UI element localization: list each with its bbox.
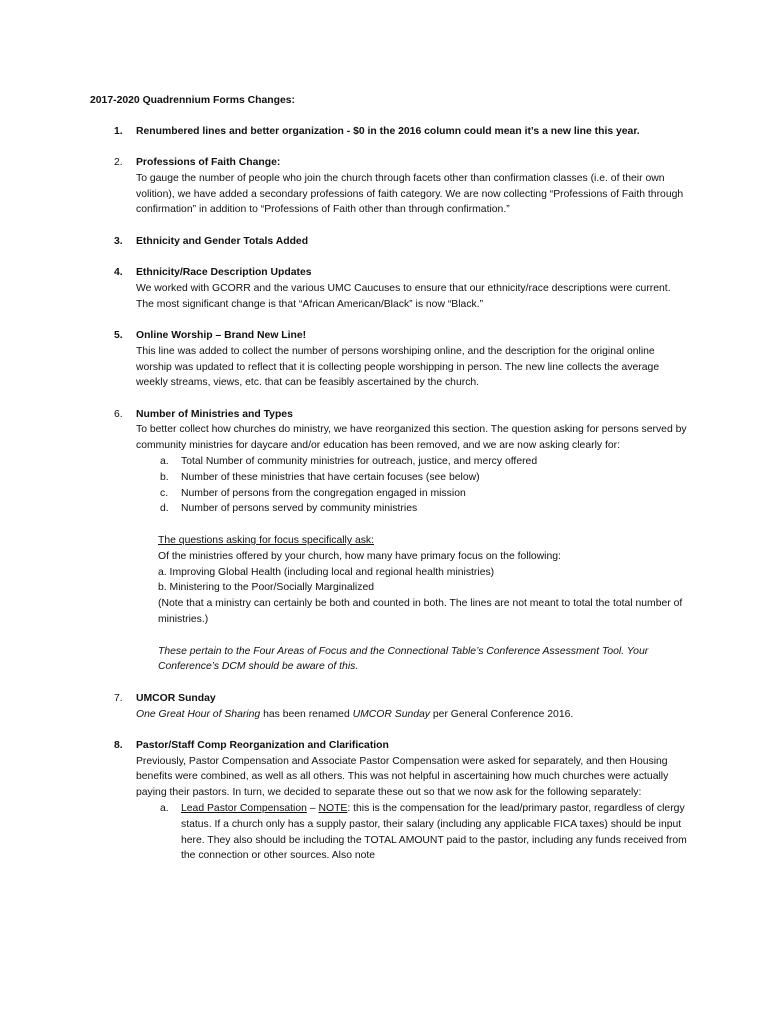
item-body: This line was added to collect the number of persons worshiping online, and the description for the original online worship was updated to reflect that it is collecting people worshipping in person. The new line collects the average weekly streams, views, etc. that can be feasibly ascertained by the church. [136, 345, 660, 389]
sub-item-text: Number of these ministries that have certain focuses (see below) [181, 471, 480, 483]
sub-list-item [136, 501, 690, 517]
item-heading: Ethnicity/Race Description Updates [136, 267, 312, 279]
item-number: 1. [114, 125, 123, 137]
item-body: To gauge the number of people who join the church through facets other than confirmation classes (i.e. of their own volition), we have added a secondary professions of faith category. We are now collecting “Professions of Faith through confirmation” in addition to “Professions of Faith other than through confirmation.” [136, 172, 684, 216]
item-number: 2. [114, 157, 123, 169]
list-item [90, 328, 690, 391]
focus-heading: The questions asking for focus specifically ask: [158, 535, 374, 547]
item-heading: UMCOR Sunday [136, 692, 216, 704]
list-item [90, 691, 690, 723]
document-title: 2017-2020 Quadrennium Forms Changes: [90, 95, 295, 106]
focus-item-a: a. Improving Global Health (including local and regional health ministries) [158, 566, 495, 578]
focus-note: (Note that a ministry can certainly be both and counted in both. The lines are not meant to total the total number of ministries.) [158, 598, 683, 626]
item-number: 5. [114, 329, 123, 341]
item-heading: Professions of Faith Change: [136, 157, 281, 169]
list-item [90, 124, 690, 140]
sub-item-text: Total Number of community ministries for outreach, justice, and mercy offered [181, 456, 538, 468]
item-heading: Ethnicity and Gender Totals Added [136, 235, 309, 247]
item-number: 4. [114, 267, 123, 279]
list-item [90, 738, 690, 864]
sub-item-letter: d. [160, 503, 169, 515]
item-body: Previously, Pastor Compensation and Associate Pastor Compensation were asked for separately, and then Housing benefits were combined, as well as all others. This was not helpful in ascertaining how much churches were actually paying their pastors. In turn, we decided to separate these out so that we now ask for the following separately: [136, 755, 669, 799]
sub-item-text: Number of persons served by community ministries [181, 503, 418, 515]
sub-item-text: Number of persons from the congregation engaged in mission [181, 487, 466, 499]
item-heading: Renumbered lines and better organization - $0 in the 2016 column could mean it’s a new line this year. [136, 125, 640, 137]
sub-item-letter: a. [160, 802, 169, 814]
item-number: 7. [114, 692, 123, 704]
focus-italic-note: These pertain to the Four Areas of Focus and the Connectional Table’s Conference Assessment Tool. Your Conference’s DCM should be aware of this. [158, 645, 649, 673]
list-item [90, 155, 690, 218]
old-name: One Great Hour of Sharing [136, 708, 261, 720]
list-item [90, 265, 690, 312]
body-text: has been renamed [260, 708, 353, 720]
item-heading: Online Worship – Brand New Line! [136, 329, 307, 341]
new-name: UMCOR Sunday [352, 708, 431, 720]
sub-list-item [136, 454, 690, 470]
list-item [90, 407, 690, 676]
sub-item-letter: c. [160, 487, 169, 499]
item-body: We worked with GCORR and the various UMC Caucuses to ensure that our ethnicity/race descriptions were current. The most significant change is that “African American/Black” is now “Black.” [136, 282, 671, 310]
focus-intro: Of the ministries offered by your church, how many have primary focus on the following: [158, 550, 561, 562]
item-number: 6. [114, 408, 123, 420]
sub-item-letter: a. [160, 456, 169, 468]
sub-item-dash: – [306, 802, 319, 814]
item-number: 8. [114, 739, 123, 751]
item-number: 3. [114, 235, 123, 247]
item-body [136, 707, 690, 723]
item-heading: Pastor/Staff Comp Reorganization and Clarification [136, 739, 389, 751]
focus-section [136, 533, 690, 675]
item-heading: Number of Ministries and Types [136, 408, 293, 420]
sub-item-letter: b. [160, 471, 169, 483]
focus-item-b: b. Ministering to the Poor/Socially Marginalized [158, 582, 374, 594]
item-body: To better collect how churches do ministry, we have reorganized this section. The question asking for persons served by community ministries for daycare and/or education has been removed, and we are now asking clearly for: [136, 424, 687, 452]
body-text: per General Conference 2016. [430, 708, 574, 720]
sub-list-item [136, 486, 690, 502]
document-body [90, 93, 690, 864]
sub-item-note: NOTE [318, 802, 348, 814]
list-item [90, 234, 690, 250]
sub-list-item [136, 470, 690, 486]
sub-item-text: : this is the compensation for the lead/primary pastor, regardless of clergy status. If a church only has a supply pastor, their salary (including any applicable FICA taxes) should be input here. They also should be including the TOTAL AMOUNT paid to the pastor, including any funds received from the connection or other sources. Also note [181, 802, 687, 862]
sub-item-label: Lead Pastor Compensation [181, 802, 307, 814]
sub-list-item [136, 801, 690, 864]
